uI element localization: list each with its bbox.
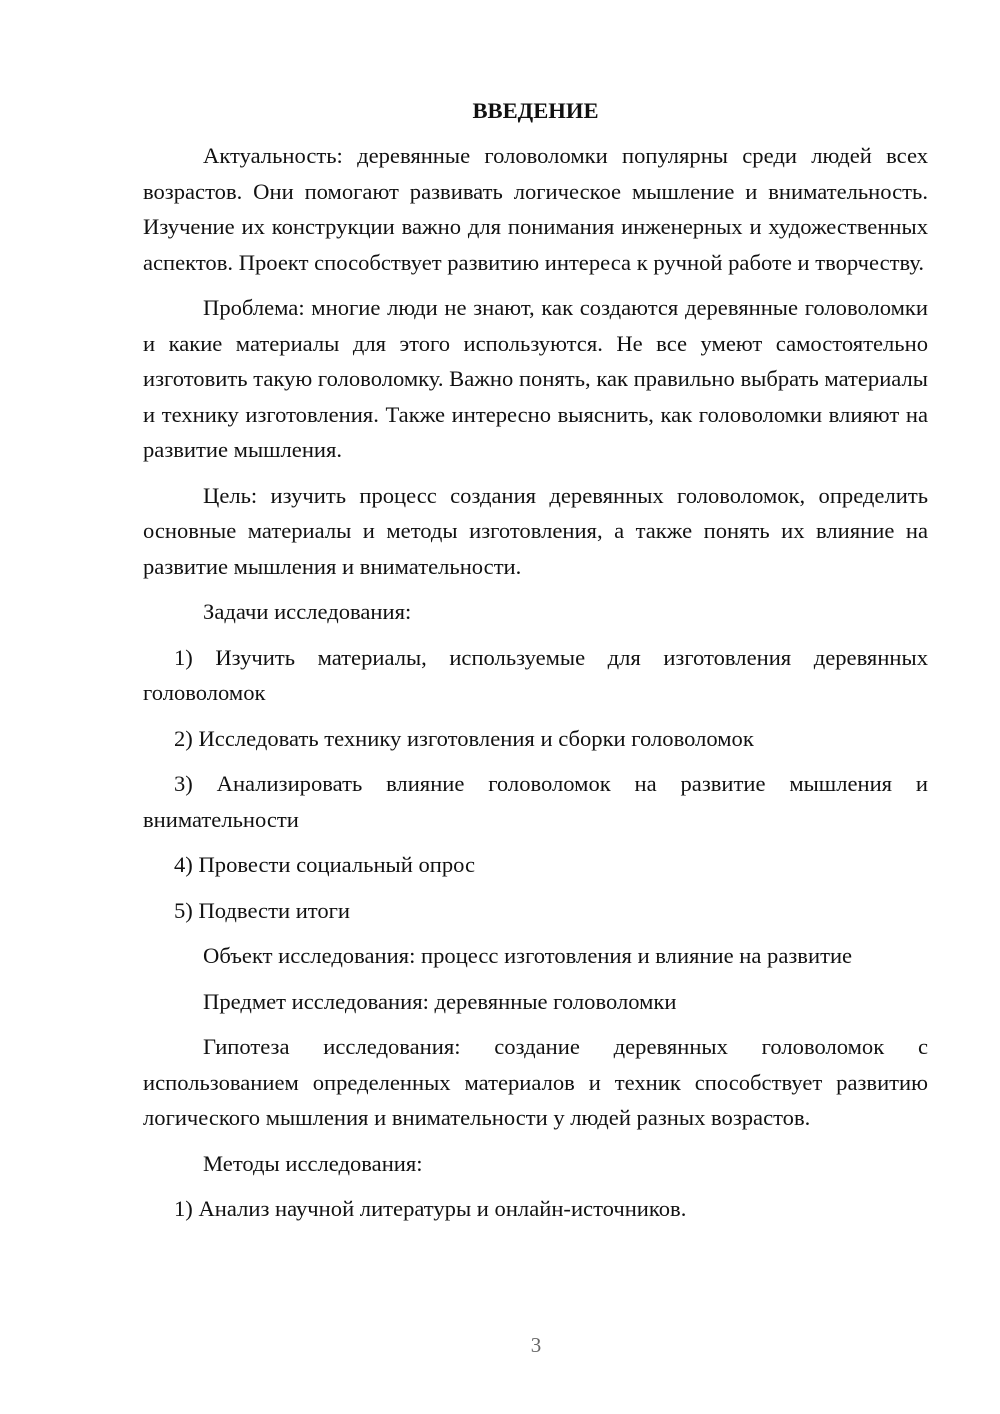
tasks-heading: Задачи исследования: <box>203 599 412 624</box>
problem-paragraph: Проблема: многие люди не знают, как создаются деревянные головоломки и какие материалы для этого используются. Не все умеют самостоятельно изготовить такую головоломку. Важно понять, как правильно выбрать материалы и технику изготовления. Также интересно выяснить, как головоломки влияют на развитие мышления. <box>143 295 928 462</box>
method-item-1: 1) Анализ научной литературы и онлайн-источников. <box>174 1196 687 1221</box>
task-item-4: 4) Провести социальный опрос <box>174 852 476 877</box>
page-number: 3 <box>530 1333 542 1357</box>
research-object: Объект исследования: процесс изготовления и влияние на развитие <box>203 943 853 968</box>
relevance-paragraph: Актуальность: деревянные головоломки популярны среди людей всех возрастов. Они помогают развивать логическое мышление и внимательность. Изучение их конструкции важно для понимания инженерных и художественных аспектов. Проект способствует развитию интереса к ручной работе и творчеству. <box>143 143 928 275</box>
document-page <box>143 94 928 1237</box>
task-item-3: 3) Анализировать влияние головоломок на развитие мышления и внимательности <box>143 771 928 832</box>
task-item-2: 2) Исследовать технику изготовления и сборки головоломок <box>174 725 754 751</box>
methods-heading: Методы исследования: <box>203 1150 423 1176</box>
hypothesis-paragraph: Гипотеза исследования: создание деревянных головоломок с использованием определенных материалов и техник способствует развитию логического мышления и внимательности у людей разных возрастов. <box>143 1034 928 1130</box>
task-item-5: 5) Подвести итоги <box>174 897 351 923</box>
task-item-1: 1) Изучить материалы, используемые для изготовления деревянных головоломок <box>143 644 928 705</box>
research-subject: Предмет исследования: деревянные головоломки <box>203 988 677 1014</box>
goal-paragraph: Цель: изучить процесс создания деревянных головоломок, определить основные материалы и методы изготовления, а также понять их влияние на развитие мышления и внимательности. <box>143 482 928 579</box>
page-title: ВВЕДЕНИЕ <box>472 98 599 123</box>
